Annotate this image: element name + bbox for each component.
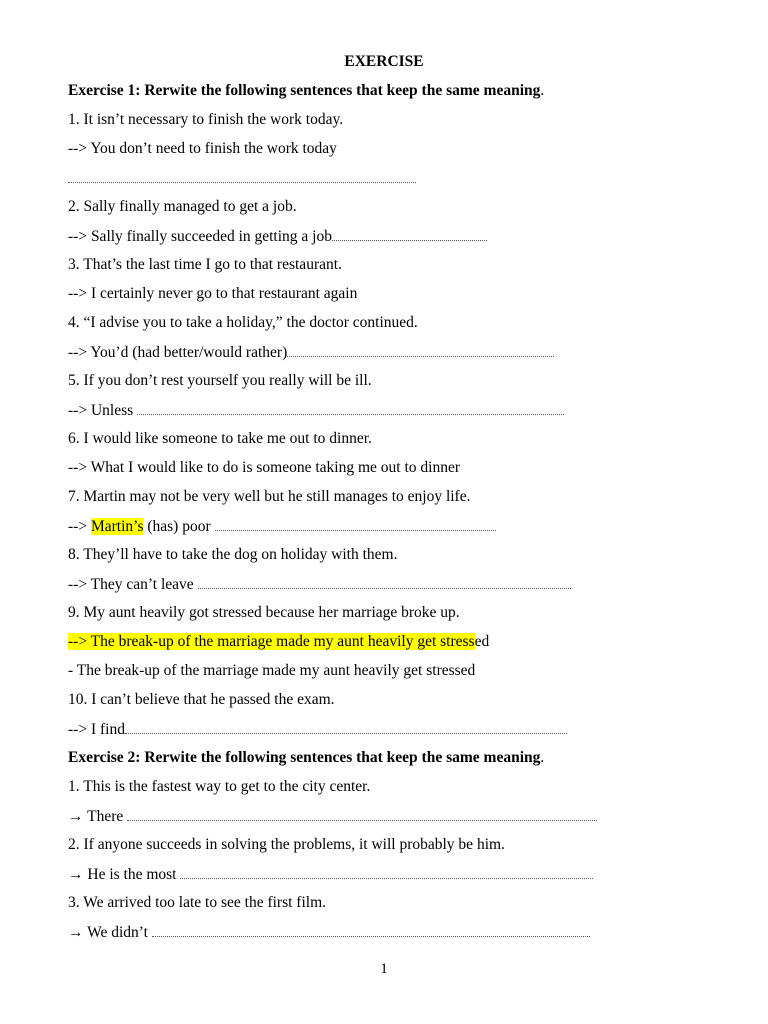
- dotted-answer-line[interactable]: [332, 226, 487, 241]
- ex1-answer-7: [68, 516, 496, 537]
- dotted-answer-line[interactable]: [125, 719, 567, 734]
- ex1-question-10: 10. I can’t believe that he passed the exam.: [68, 691, 335, 708]
- ex1-question-9: 9. My aunt heavily got stressed because her marriage broke up.: [68, 604, 460, 621]
- dotted-answer-line[interactable]: [137, 400, 564, 415]
- answer-text: There: [83, 808, 128, 825]
- heading-period: .: [540, 749, 545, 766]
- answer-text: ed: [474, 633, 490, 650]
- dotted-answer-line[interactable]: [127, 806, 597, 821]
- highlighted-text: --> The break-up of the marriage made my aunt heavily get stress: [68, 633, 475, 650]
- answer-text: --> Sally finally succeeded in getting a job: [68, 228, 332, 245]
- page-title: EXERCISE: [344, 53, 424, 70]
- answer-text: --> I find: [68, 721, 125, 738]
- dotted-answer-line[interactable]: [198, 574, 571, 589]
- highlighted-text: Martin’s: [90, 518, 144, 535]
- answer-text: --> Unless: [68, 402, 138, 419]
- ex2-answer-3: [68, 922, 590, 943]
- ex1-answer-9: [68, 632, 489, 652]
- ex1-answer-5: [68, 400, 564, 421]
- ex1-question-1: 1. It isn’t necessary to finish the work today.: [68, 111, 344, 128]
- right-arrow-icon: →: [68, 866, 84, 883]
- right-arrow-icon: →: [68, 924, 84, 941]
- dotted-answer-line[interactable]: [287, 342, 554, 357]
- ex1-question-5: 5. If you don’t rest yourself you really will be ill.: [68, 372, 372, 389]
- exercise-1-heading: [68, 81, 544, 101]
- ex1-answer-3: --> I certainly never go to that restaurant again: [68, 285, 358, 302]
- heading-period: .: [540, 82, 545, 99]
- ex1-question-2: 2. Sally finally managed to get a job.: [68, 198, 297, 215]
- exercise-2-heading-text: Exercise 2: Rerwite the following sentences that keep the same meaning: [68, 749, 541, 766]
- answer-text: -->: [68, 518, 91, 535]
- exercise-2-heading: [68, 748, 544, 768]
- ex2-question-2: 2. If anyone succeeds in solving the problems, it will probably be him.: [68, 836, 505, 853]
- ex1-answer-line-1: [68, 168, 416, 189]
- ex1-question-7: 7. Martin may not be very well but he still manages to enjoy life.: [68, 488, 471, 505]
- answer-text: He is the most: [83, 866, 181, 883]
- dotted-answer-line[interactable]: [152, 922, 590, 937]
- ex1-question-6: 6. I would like someone to take me out to dinner.: [68, 430, 372, 447]
- dotted-answer-line[interactable]: [215, 516, 496, 531]
- answer-text: --> You’d (had better/would rather): [68, 344, 288, 361]
- ex1-answer-10: [68, 719, 567, 740]
- ex2-answer-2: [68, 864, 593, 885]
- answer-text: (has) poor: [143, 518, 215, 535]
- ex1-answer-1: --> You don’t need to finish the work today: [68, 140, 337, 157]
- dotted-answer-line[interactable]: [180, 864, 593, 879]
- ex1-answer-9-alt: - The break-up of the marriage made my aunt heavily get stressed: [68, 662, 476, 679]
- ex1-answer-2: [68, 226, 487, 247]
- ex2-answer-1: [68, 806, 597, 827]
- ex2-question-3: 3. We arrived too late to see the first film.: [68, 894, 327, 911]
- ex1-question-8: 8. They’ll have to take the dog on holiday with them.: [68, 546, 398, 563]
- page-number: 1: [380, 961, 388, 977]
- ex2-question-1: 1. This is the fastest way to get to the city center.: [68, 778, 371, 795]
- ex1-answer-6: --> What I would like to do is someone taking me out to dinner: [68, 459, 461, 476]
- answer-text: --> They can’t leave: [68, 576, 198, 593]
- exercise-1-heading-text: Exercise 1: Rerwite the following sentences that keep the same meaning: [68, 82, 541, 99]
- answer-text: We didn’t: [83, 924, 152, 941]
- right-arrow-icon: →: [68, 808, 84, 825]
- ex1-question-4: 4. “I advise you to take a holiday,” the doctor continued.: [68, 314, 418, 331]
- ex1-question-3: 3. That’s the last time I go to that restaurant.: [68, 256, 342, 273]
- dotted-answer-line[interactable]: [68, 168, 416, 183]
- ex1-answer-8: [68, 574, 571, 595]
- ex1-answer-4: [68, 342, 554, 363]
